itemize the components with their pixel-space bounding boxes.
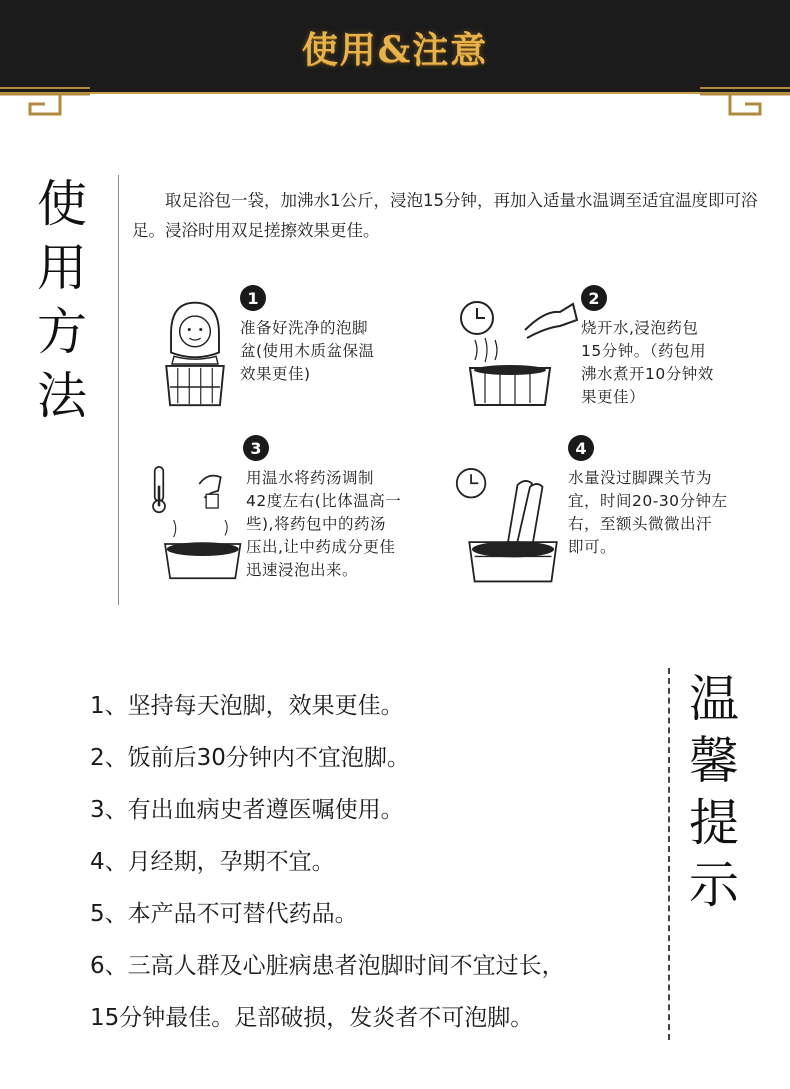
tip-item: 2、饭前后30分钟内不宜泡脚。 bbox=[90, 745, 410, 771]
tips-list bbox=[90, 680, 660, 1044]
tips-title-char: 温 bbox=[689, 670, 739, 728]
feet-in-basin-illustration bbox=[445, 460, 565, 585]
tips-title-char: 示 bbox=[689, 856, 739, 914]
step-2-line: 烧开水,浸泡药包 bbox=[581, 319, 699, 337]
step-4 bbox=[445, 435, 765, 590]
step-3-line: 压出,让中药成分更佳 bbox=[246, 538, 396, 556]
tips-section-title bbox=[684, 668, 744, 916]
step-4-line: 宜，时间20-30分钟左 bbox=[568, 492, 728, 510]
step-1-badge: 1 bbox=[240, 285, 266, 311]
tip-item: 1、坚持每天泡脚，效果更佳。 bbox=[90, 693, 404, 719]
step-4-line: 右，至额头微微出汗 bbox=[568, 515, 713, 533]
step-2-line: 15分钟。（药包用 bbox=[581, 342, 706, 360]
step-2-text bbox=[581, 317, 766, 409]
tip-item: 3、有出血病史者遵医嘱使用。 bbox=[90, 797, 404, 823]
tips-title-char: 提 bbox=[689, 794, 739, 852]
tip-item: 5、本产品不可替代药品。 bbox=[90, 901, 358, 927]
step-1-text bbox=[240, 317, 415, 386]
header-banner bbox=[0, 0, 790, 92]
header-title: 使用&注意 bbox=[301, 29, 489, 71]
step-3 bbox=[140, 435, 440, 590]
step-1-line: 准备好洗净的泡脚 bbox=[240, 319, 369, 337]
header-gold-line bbox=[0, 92, 790, 94]
usage-title-char: 用 bbox=[37, 239, 87, 297]
step-3-text bbox=[246, 467, 441, 582]
usage-title-char: 方 bbox=[37, 303, 87, 361]
tips-title-char: 馨 bbox=[689, 732, 739, 790]
fret-ornament-left bbox=[0, 84, 90, 126]
step-1-line: 效果更佳) bbox=[240, 365, 311, 383]
thermometer-basin-illustration bbox=[140, 460, 250, 580]
step-2-line: 沸水煮开10分钟效 bbox=[581, 365, 714, 383]
tip-item: 6、三高人群及心脏病患者泡脚时间不宜过长， bbox=[90, 953, 565, 979]
kettle-basin-illustration bbox=[455, 290, 585, 410]
step-3-badge: 3 bbox=[243, 435, 269, 461]
step-3-line: 用温水将药汤调制 bbox=[246, 469, 375, 487]
step-3-line: 迅速浸泡出来。 bbox=[246, 561, 359, 579]
step-2 bbox=[455, 285, 765, 415]
tips-divider bbox=[668, 668, 670, 1040]
tip-item: 4、月经期，孕期不宜。 bbox=[90, 849, 335, 875]
girl-with-basin-illustration bbox=[155, 295, 235, 410]
fret-ornament-right bbox=[700, 84, 790, 126]
step-2-badge: 2 bbox=[581, 285, 607, 311]
usage-section-title bbox=[32, 172, 92, 428]
step-3-line: 42度左右(比体温高一 bbox=[246, 492, 402, 510]
step-4-badge: 4 bbox=[568, 435, 594, 461]
usage-divider bbox=[118, 175, 119, 605]
usage-intro-text: 取足浴包一袋，加沸水1公斤，浸泡15分钟，再加入适量水温调至适宜温度即可浴足。浸浴时用双足搓擦效果更佳。 bbox=[132, 191, 758, 240]
step-4-text bbox=[568, 467, 768, 559]
tip-item-continuation: 15分钟最佳。足部破损，发炎者不可泡脚。 bbox=[90, 1005, 534, 1031]
usage-intro bbox=[132, 186, 762, 246]
usage-title-char: 法 bbox=[37, 367, 87, 425]
step-2-line: 果更佳） bbox=[581, 388, 646, 406]
step-1 bbox=[150, 285, 410, 415]
usage-title-char: 使 bbox=[37, 175, 87, 233]
step-1-line: 盆(使用木质盆保温 bbox=[240, 342, 375, 360]
step-4-line: 即可。 bbox=[568, 538, 617, 556]
step-3-line: 些),将药包中的药汤 bbox=[246, 515, 386, 533]
step-4-line: 水量没过脚踝关节为 bbox=[568, 469, 713, 487]
